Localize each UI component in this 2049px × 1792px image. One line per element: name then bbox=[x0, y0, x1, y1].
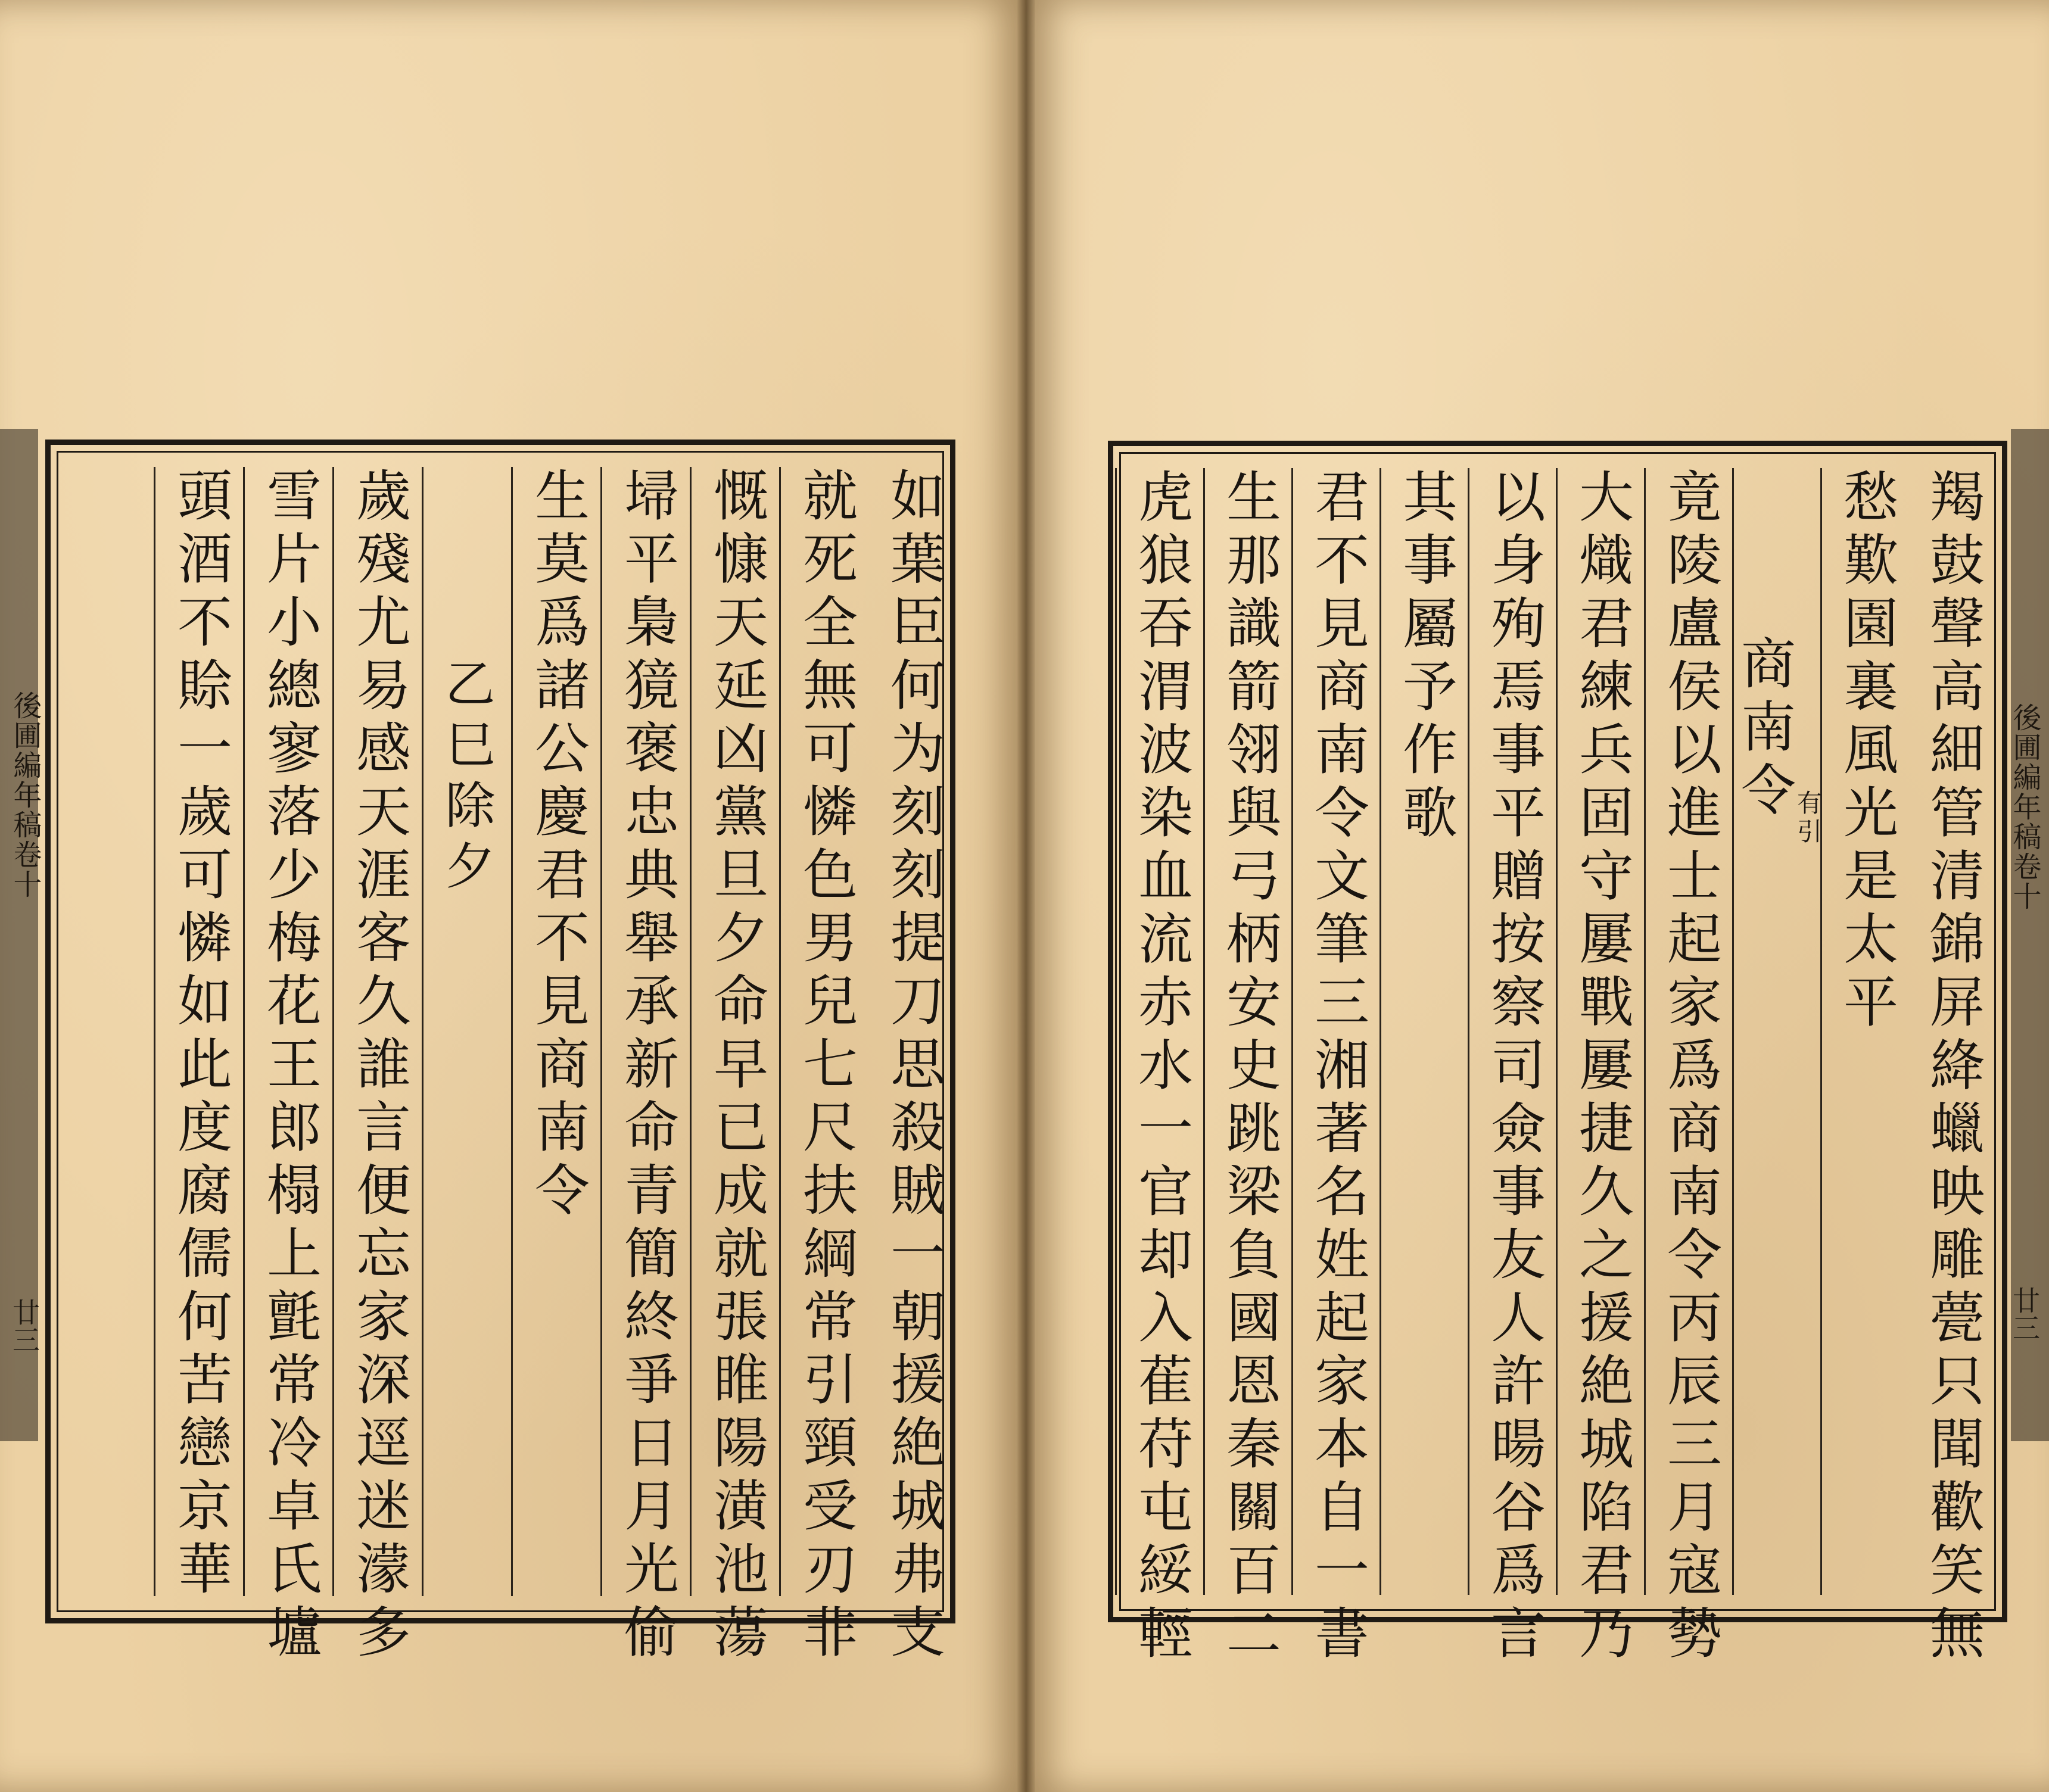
title-note: 有引 bbox=[1793, 790, 1823, 847]
left-page-edge bbox=[0, 429, 38, 1441]
right-column-text: 其事屬予作歌 bbox=[1394, 468, 1458, 847]
left-column-7 bbox=[332, 467, 423, 1666]
right-column-text: 大熾君練兵固守屢戰屢捷久之援絶城陷君乃 bbox=[1570, 468, 1634, 1668]
left-column-text: 生莫爲諸公慶君不見商南令 bbox=[526, 467, 590, 1224]
right-column-7 bbox=[1380, 468, 1469, 1595]
right-column-text: 虎狼吞渭波染血流赤水一官却入萑苻屯綏輕 bbox=[1129, 468, 1193, 1668]
right-column-text: 以身殉焉事平贈按察司僉事友人許暘谷爲言 bbox=[1482, 468, 1546, 1668]
poem-title: 商南令 bbox=[1732, 635, 1796, 824]
left-column-text: 埽平梟獍褒忠典舉承新命青簡終爭日月光偷 bbox=[615, 467, 679, 1666]
right-column-9 bbox=[1203, 468, 1293, 1668]
right-inner-frame bbox=[1119, 452, 1996, 1668]
left-column-text: 如葉臣何为刻刻提刀思殺賊一朝援絶城弗支 bbox=[882, 467, 945, 1666]
right-column-6 bbox=[1468, 468, 1558, 1668]
right-column-2 bbox=[1820, 468, 1910, 1595]
right-column-4 bbox=[1644, 468, 1734, 1668]
right-column-text: 竟陵盧侯以進士起家爲商南令丙辰三月寇勢 bbox=[1658, 468, 1722, 1668]
left-column-3 bbox=[690, 467, 781, 1666]
left-column-9 bbox=[154, 467, 245, 1603]
left-inner-frame bbox=[57, 451, 945, 1666]
left-margin-page-number: 廿三 bbox=[8, 1298, 41, 1353]
left-column-4 bbox=[600, 467, 692, 1666]
left-column-8 bbox=[243, 467, 334, 1666]
poem-title: 乙巳除夕 bbox=[437, 657, 496, 900]
left-column-text: 就死全無可憐色男兒七尺扶綱常引頸受刃非 bbox=[794, 467, 858, 1666]
right-column-text: 愁歎園裏風光是太平 bbox=[1835, 468, 1898, 1036]
left-column-5 bbox=[511, 467, 602, 1596]
left-text-frame bbox=[45, 440, 955, 1666]
right-column-8 bbox=[1291, 468, 1381, 1668]
left-column-text: 慨慷天延凶黨旦夕命早已成就張睢陽潢池蕩 bbox=[705, 467, 768, 1666]
right-text-frame bbox=[1108, 441, 2007, 1668]
right-column-text: 君不見商南令文筆三湘著名姓起家本自一書 bbox=[1306, 468, 1369, 1668]
left-column-text: 雪片小總寥落少梅花王郎榻上氈常冷卓氏壚 bbox=[258, 467, 322, 1666]
right-column-text: 生那識箭翎與弓柄安史跳梁負國恩秦關百二 bbox=[1217, 468, 1281, 1668]
left-margin-label: 後圃編年稿卷十 bbox=[8, 691, 42, 899]
right-column-title bbox=[1732, 468, 1822, 1595]
left-column-title bbox=[422, 467, 511, 1596]
left-column-2 bbox=[779, 467, 870, 1666]
right-column-text: 羯鼓聲高細管清錦屏絳蠟映雕甍只聞歡笑無 bbox=[1921, 468, 1985, 1668]
left-column-text: 頭酒不賒一歲可憐如此度腐儒何苦戀京華 bbox=[169, 467, 232, 1603]
right-margin-label: 後圃編年稿卷十 bbox=[2008, 703, 2041, 911]
right-margin-page-number: 廿三 bbox=[2008, 1286, 2041, 1341]
right-column-5 bbox=[1556, 468, 1646, 1668]
right-column-10 bbox=[1115, 468, 1205, 1668]
left-column-text: 歲殘尤易感天涯客久誰言便忘家深逕迷濛多 bbox=[347, 467, 411, 1666]
left-column-1 bbox=[868, 467, 958, 1666]
right-column-1 bbox=[1908, 468, 1997, 1668]
right-page bbox=[1026, 0, 2049, 1792]
book-gutter bbox=[1017, 0, 1035, 1792]
